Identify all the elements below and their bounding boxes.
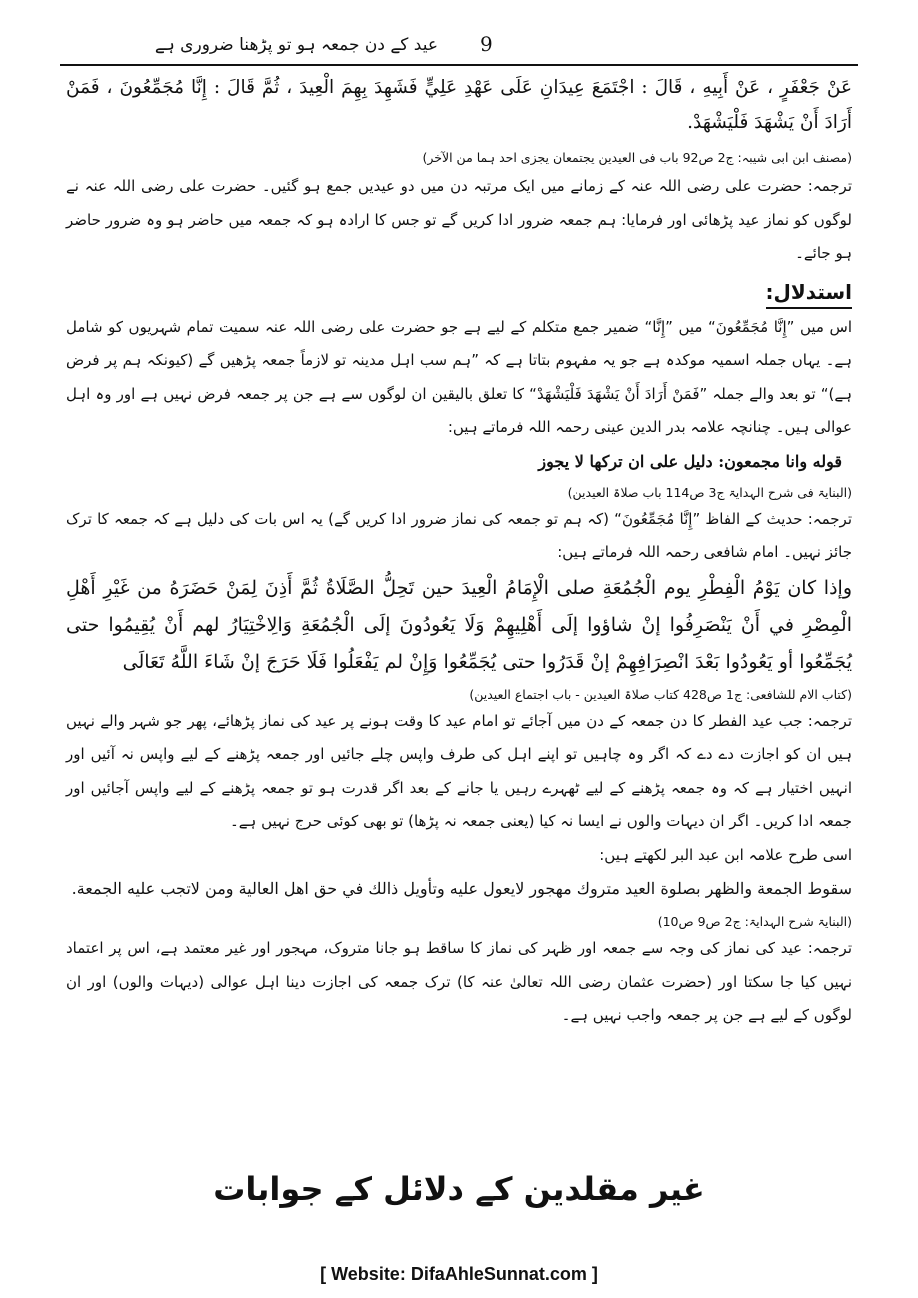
website-footer: [ Website: DifaAhleSunnat.com ] xyxy=(320,1264,598,1284)
source-reference-3: (کتاب الام للشافعی: ج1 ص428 کتاب صلاۃ العیدین - باب اجتماع العیدین) xyxy=(469,686,852,702)
translation-2: ترجمہ: حدیث کے الفاظ ”إِنَّا مُجَمِّعُونَ“ (کہ ہم تو جمعہ کی نماز ضرور ادا کریں گے) یہ اس بات کی دلیل ہے کہ جمعہ کا ترک جائز نہیں۔ امام شافعی رحمہ اللہ فرماتے ہیں: xyxy=(66,509,852,561)
section-title: غیر مقلدین کے دلائل کے جوابات xyxy=(213,1170,705,1208)
arabic-ibn-abdulbar-text: سقوط الجمعة والظهر بصلوة العيد متروك مهجور لايعول عليه وتأويل ذالك في حق اهل العالية ومن لاتجب عليه الجمعة. xyxy=(71,879,852,898)
source-reference-1: (مصنف ابن ابی شیبہ: ج2 ص92 باب فی العیدین یجتمعان یجزی احد ہما من الآخر) xyxy=(422,150,852,165)
translation-4: ترجمہ: عید کی نماز کی وجہ سے جمعہ اور ظہر کی نماز کا ساقط ہو جانا متروک، مہجور اور غیر معتمد ہے، اس پر اعتماد نہیں کیا جا سکتا اور (حضرت عثمان رضی اللہ تعالیٰ عنہ کا) ترک جمعہ کی اجازت دینا اہل عوالی (دیہات والوں) اور ان لوگوں کے لیے ہے جن پر جمعہ واجب نہیں ہے۔ xyxy=(66,939,852,1024)
running-head-title: عید کے دن جمعہ ہو تو پڑھنا ضروری ہے xyxy=(154,35,438,55)
istidlal-heading: استدلال: xyxy=(766,277,852,309)
header-rule xyxy=(60,64,858,66)
translation-3: ترجمہ: جب عید الفطر کا دن جمعہ کے دن میں آجائے تو امام عید کا وقت ہونے پر عید کی نماز پڑھائے، پھر جو شہر والے نہیں ہیں ان کو اجازت دے دے کہ اگر وہ چاہیں تو اپنے اہل کی طرف واپس چلے جائیں اور جمعہ پڑھنے کے لیے واپس نہ آئیں اور انہیں اختیار ہے کہ وہ جمعہ پڑھنے کے لیے ٹھہرے رہیں یا جانے کے بعد اگر قدرت ہو تو جمعہ پڑھنے کے لیے واپس آجائیں اور جمعہ ادا کریں۔ اگر ان دیہات والوں نے ایسا نہ کیا (یعنی جمعہ نہ پڑھا) تو بھی کوئی حرج نہیں ہے۔ xyxy=(66,711,853,830)
arabic-shafii-text: وإذا كان يَوْمُ الْفِطْرِ يوم الْجُمُعَةِ صلى الْإِمَامُ الْعِيدَ حين تَحِلُّ الصَّلَاةُ ثُمَّ أَذِنَ لِمَنْ حَضَرَهُ من غَيْرِ أَهْلِ الْمِصْرِ في أَنْ يَنْصَرِفُوا إنْ شاؤوا إلَى أَهْلِيهِمْ وَلَا يَعُودُونَ إلَى الْجُمُعَةِ وَالِاخْتِيَارُ لهم أَنْ يُقِيمُوا حتى يُجَمِّعُوا أو يَعُودُوا بَعْدَ انْصِرَافِهِمْ إنْ قَدَرُوا حتى يُجَمِّعُوا وَإِنْ لم يَفْعَلُوا فَلَا حَرَجَ إنْ شَاءَ اللَّهُ تَعَالَى xyxy=(66,576,852,673)
running-head xyxy=(60,32,858,62)
istidlal-paragraph: اس میں ”إِنَّا مُجَمِّعُونَ“ میں ”إِنَّا“ ضمیر جمع متکلم کے لیے ہے جو حضرت علی رضی اللہ عنہ سمیت تمام شہریوں کو شامل ہے۔ یہاں جملہ اسمیہ موکدہ ہے جو یہ مفہوم بتاتا ہے کہ ”ہم سب اہل مدینہ تو لازماً جمعہ پڑھیں گے (کیونکہ ہم پر فرض ہے)“ تو بعد والے جملہ ”فَمَنْ أَرَادَ أَنْ يَشْهَدَ فَلْيَشْهَدْ“ کا تعلق بالیقین ان لوگوں سے ہے جن پر جمعہ فرض نہیں ہے اور وہ اہل عوالی ہیں۔ چنانچہ علامہ بدر الدین عینی رحمہ اللہ فرماتے ہیں: xyxy=(66,317,852,436)
main-content xyxy=(66,68,852,1033)
source-reference-4: (البنایۃ شرح الہدایۃ: ج2 ص9 ص10) xyxy=(657,914,852,929)
arabic-quote-aini: قوله وانا مجمعون: دلیل علی ان ترکھا لا یجوز xyxy=(538,451,842,471)
ibn-abdulbar-intro: اسی طرح علامہ ابن عبد البر لکھتے ہیں: xyxy=(599,845,852,864)
translation-1: ترجمہ: حضرت علی رضی اللہ عنہ کے زمانے میں ایک مرتبہ دن میں دو عیدیں جمع ہو گئیں۔ حضرت علی رضی اللہ عنہ نے لوگوں کو نماز عید پڑھائی اور فرمایا: ہم جمعہ ضرور ادا کریں گے تو جس کا ارادہ ہو کہ جمعہ میں حاضر ہو وہ ضرور حاضر ہو جائے۔ xyxy=(66,177,852,262)
page-number: 9 xyxy=(480,32,493,56)
source-reference-2: (البنایۃ فی شرح الہدایۃ ج3 ص114 باب صلاۃ العیدین) xyxy=(567,484,852,500)
arabic-hadith-1: عَنْ جَعْفَرٍ ، عَنْ أَبِيهِ ، قَالَ : اجْتَمَعَ عِيدَانِ عَلَى عَهْدِ عَلِيٍّ فَشَهِدَ بِهِمَ الْعِيدَ ، ثُمَّ قَالَ : إِنَّا مُجَمِّعُونَ ، فَمَنْ أَرَادَ أَنْ يَشْهَدَ فَلْيَشْهَدْ. xyxy=(66,77,852,133)
